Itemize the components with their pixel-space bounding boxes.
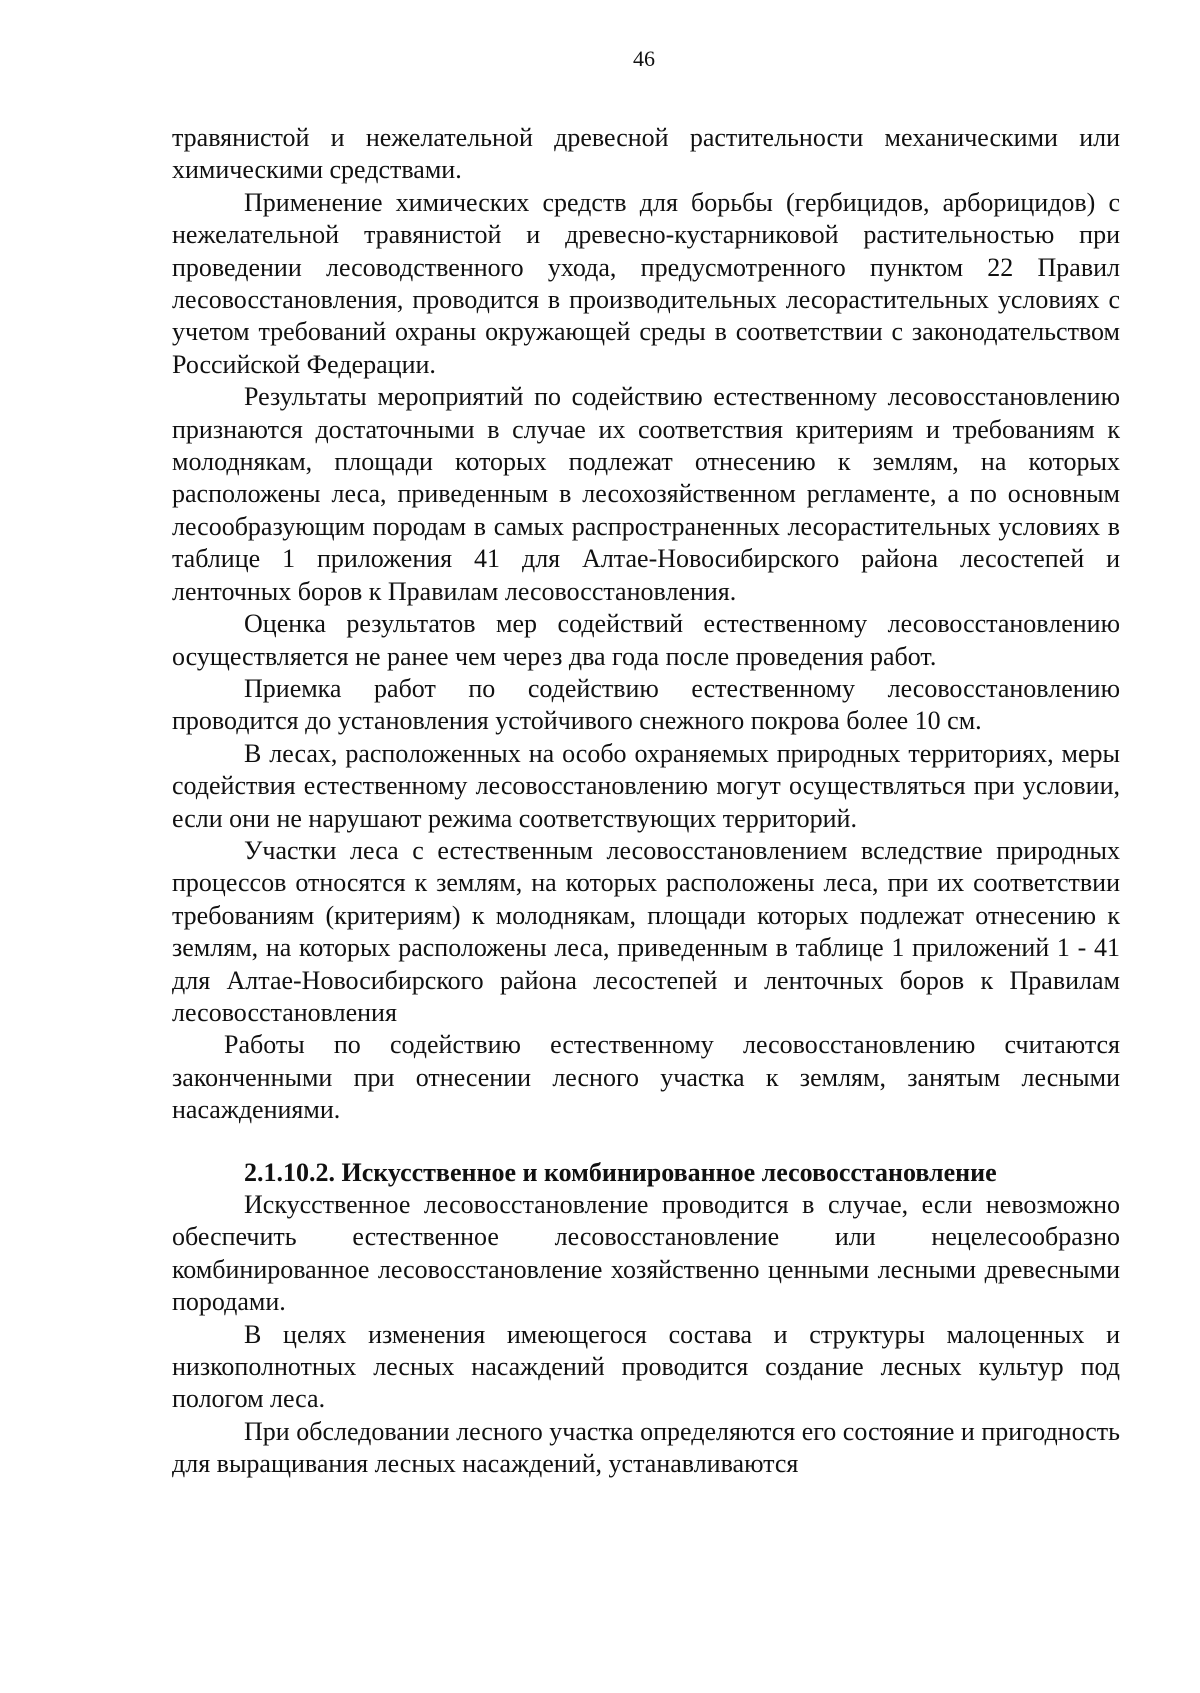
paragraph: травянистой и нежелательной древесной растительности механическими или химическими средствами. (172, 123, 1120, 185)
paragraph: В лесах, расположенных на особо охраняемых природных территориях, меры содействия естественному лесовосстановлению могут осуществляться при условии, если они не нарушают режима соответствующих территорий. (172, 738, 1120, 833)
page-number: 46 (633, 46, 655, 71)
paragraph: Приемка работ по содействию естественному лесовосстановлению проводится до установления устойчивого снежного покрова более 10 см. (172, 673, 1120, 736)
paragraph: В целях изменения имеющегося состава и структуры малоценных и низкополнотных лесных насаждений проводится создание лесных культур под пологом леса. (172, 1319, 1120, 1414)
paragraph: Применение химических средств для борьбы (гербицидов, арборицидов) с нежелательной травянистой и древесно-кустарниковой растительностью при проведении лесоводственного ухода, предусмотренного пунктом 22 Правил лесовосстановления, проводится в производительных лесорастительных условиях с учетом требований охраны окружающей среды в соответствии с законодательством Российской Федерации. (172, 187, 1120, 379)
paragraph: Работы по содействию естественному лесовосстановлению считаются законченными при отнесении лесного участка к землям, занятым лесными насаждениями. (172, 1030, 1120, 1125)
paragraph: Результаты мероприятий по содействию естественному лесовосстановлению признаются достаточными в случае их соответствия критериям и требованиям к молоднякам, площади которых подлежат отнесению к землям, на которых расположены леса, приведенным в лесохозяйственном регламенте, а по основным лесообразующим породам в самых распространенных лесорастительных условиях в таблице 1 приложения 41 для Алтае-Новосибирского района лесостепей и ленточных боров к Правилам лесовосстановления. (172, 382, 1120, 606)
paragraph: Оценка результатов мер содействий естественному лесовосстановлению осуществляется не ранее чем через два года после проведения работ. (172, 609, 1120, 671)
document-body (172, 122, 1120, 1481)
paragraph: Искусственное лесовосстановление проводится в случае, если невозможно обеспечить естественное лесовосстановление или нецелесообразно комбинированное лесовосстановление хозяйственно ценными лесными древесными породами. (172, 1190, 1120, 1317)
section-heading: 2.1.10.2. Искусственное и комбинированное лесовосстановление (244, 1157, 997, 1187)
paragraph: Участки леса с естественным лесовосстановлением вследствие природных процессов относятся к землям, на которых расположены леса, при их соответствии требованиям (критериям) к молоднякам, площади которых подлежат отнесению к землям, на которых расположены леса, приведенным в таблице 1 приложений 1 - 41 для Алтае-Новосибирского района лесостепей и ленточных боров к Правилам лесовосстановления (172, 835, 1120, 1027)
paragraph: При обследовании лесного участка определяются его состояние и пригодность для выращивания лесных насаждений, устанавливаются (172, 1416, 1120, 1479)
